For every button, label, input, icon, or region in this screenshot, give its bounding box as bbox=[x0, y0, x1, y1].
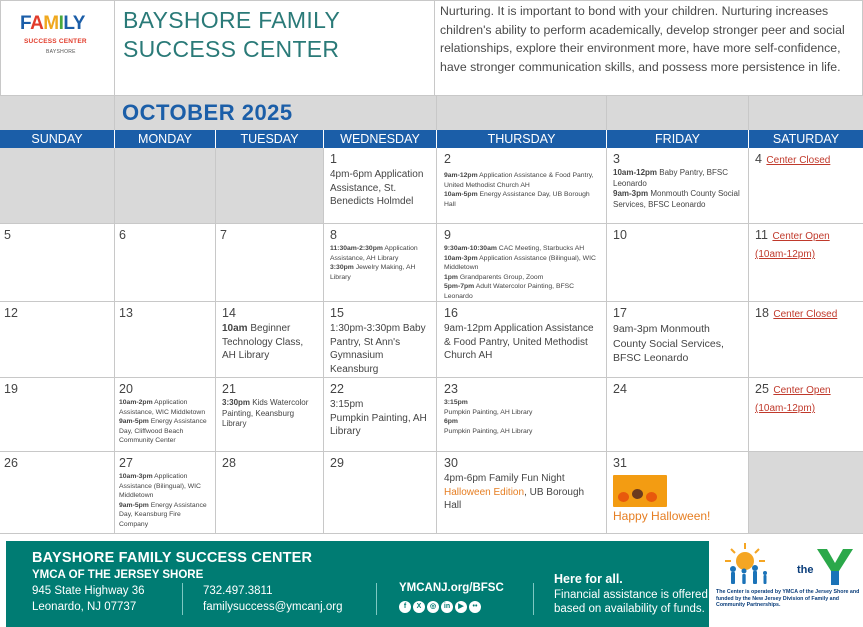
event: 9am-3pm Monmouth County Social Services, BFSC Leonardo bbox=[613, 323, 724, 364]
event: 9am-5pm Energy Assistance Day, Keansburg Fire Company bbox=[119, 501, 207, 528]
event: 10am-3pm Application Assistance (Bilingual), WIC Middletown bbox=[119, 473, 201, 500]
day-number: 7 bbox=[220, 228, 227, 242]
pumpkin-icon bbox=[632, 489, 643, 499]
calendar-day-14 bbox=[216, 302, 324, 378]
day-number: 2 bbox=[444, 152, 451, 166]
footer-org: YMCA OF THE JERSEY SHORE bbox=[32, 569, 204, 581]
calendar-day-22 bbox=[324, 378, 437, 452]
footer bbox=[6, 541, 709, 627]
footer-address-line1: 945 State Highway 36 bbox=[32, 585, 145, 597]
footer-phone[interactable]: 732.497.3811 bbox=[203, 585, 273, 597]
logo-subtitle: SUCCESS CENTER bbox=[24, 38, 87, 45]
calendar-cell-empty bbox=[216, 148, 324, 224]
month-title: OCTOBER 2025 bbox=[122, 100, 293, 125]
event: 3:30pm Jewelry Making, AH Library bbox=[330, 264, 416, 281]
center-open-link[interactable]: Center Open (10am-12pm) bbox=[755, 231, 830, 260]
divider bbox=[376, 583, 377, 615]
event-time: 6pm bbox=[444, 418, 458, 426]
calendar-day-28 bbox=[216, 452, 324, 534]
footer-center-name: BAYSHORE FAMILY SUCCESS CENTER bbox=[32, 550, 313, 566]
day-number: 4 bbox=[755, 152, 762, 166]
calendar-day-4 bbox=[749, 148, 863, 224]
event: 9am-5pm Energy Assistance Day, Cliffwood Beach Community Center bbox=[119, 418, 207, 445]
day-number: 19 bbox=[4, 382, 18, 396]
day-number: 21 bbox=[222, 382, 236, 396]
calendar-day-11 bbox=[749, 224, 863, 302]
center-closed-link[interactable]: Center Closed bbox=[766, 155, 831, 166]
day-number: 20 bbox=[119, 382, 133, 396]
event: 9am-12pm Application Assistance & Food Pantry, United Methodist Church AH bbox=[444, 323, 594, 361]
month-row-cell bbox=[0, 96, 115, 130]
sun-icon bbox=[725, 543, 765, 570]
flickr-icon[interactable]: •• bbox=[469, 601, 481, 613]
event: 9:30am-10:30am CAC Meeting, Starbucks AH bbox=[444, 245, 585, 252]
event: 9am-12pm Application Assistance & Food Pantry, United Methodist Church AH bbox=[444, 172, 594, 189]
day-number: 27 bbox=[119, 456, 133, 470]
calendar-day-5 bbox=[0, 224, 115, 302]
day-number: 9 bbox=[444, 228, 451, 242]
day-header-sunday: SUNDAY bbox=[0, 130, 115, 148]
day-header-thursday: THURSDAY bbox=[437, 130, 607, 148]
month-row-cell bbox=[607, 96, 749, 130]
youtube-icon[interactable]: ▶ bbox=[455, 601, 467, 613]
page-title: BAYSHORE FAMILY SUCCESS CENTER bbox=[123, 7, 340, 62]
day-number: 29 bbox=[330, 456, 344, 470]
ymca-y-icon bbox=[817, 549, 853, 585]
footer-tagline: Here for all. bbox=[554, 572, 623, 586]
day-number: 10 bbox=[613, 228, 627, 242]
footer-website[interactable]: YMCANJ.org/BFSC bbox=[399, 582, 504, 594]
pumpkin-icon bbox=[646, 492, 657, 502]
calendar-day-3 bbox=[607, 148, 749, 224]
pumpkins-image bbox=[613, 475, 667, 507]
halloween-greeting: Happy Halloween! bbox=[613, 509, 711, 523]
event: Pumpkin Painting, AH Library bbox=[444, 408, 533, 416]
day-number: 13 bbox=[119, 306, 133, 320]
day-header-monday: MONDAY bbox=[115, 130, 216, 148]
calendar-cell-empty bbox=[749, 452, 863, 534]
day-number: 25 bbox=[755, 382, 769, 396]
calendar-day-26 bbox=[0, 452, 115, 534]
calendar-day-6 bbox=[115, 224, 216, 302]
footer-address-line2: Leonardo, NJ 07737 bbox=[32, 601, 137, 613]
calendar-cell-empty bbox=[115, 148, 216, 224]
calendar-day-30 bbox=[437, 452, 607, 534]
event: 10am Beginner Technology Class, AH Library bbox=[222, 323, 304, 361]
day-number: 30 bbox=[444, 456, 458, 470]
calendar-day-10 bbox=[607, 224, 749, 302]
event: Pumpkin Painting, AH Library bbox=[444, 427, 533, 435]
social-icons bbox=[399, 601, 481, 613]
event-time: 3:15pm bbox=[444, 399, 468, 406]
linkedin-icon[interactable]: in bbox=[441, 601, 453, 613]
calendar-day-18 bbox=[749, 302, 863, 378]
day-number: 24 bbox=[613, 382, 627, 396]
day-header-wednesday: WEDNESDAY bbox=[324, 130, 437, 148]
day-number: 15 bbox=[330, 306, 344, 320]
ymca-logo-box bbox=[713, 541, 863, 627]
calendar-day-7 bbox=[216, 224, 324, 302]
event-time: 3:15pm bbox=[330, 399, 364, 410]
day-number: 14 bbox=[222, 306, 236, 320]
day-number: 5 bbox=[4, 228, 11, 242]
day-number: 18 bbox=[755, 306, 769, 320]
logo bbox=[0, 0, 115, 96]
calendar-day-24 bbox=[607, 378, 749, 452]
event: 1:30pm-3:30pm Baby Pantry, St Ann's Gymnasium Keansburg bbox=[330, 323, 426, 375]
day-number: 16 bbox=[444, 306, 458, 320]
ymca-funding-note: The Center is operated by YMCA of the Jersey Shore and funded by the New Jersey Division of Family and Community Partnerships. bbox=[716, 589, 860, 608]
instagram-icon[interactable]: ◎ bbox=[427, 601, 439, 613]
day-number: 22 bbox=[330, 382, 344, 396]
day-number: 12 bbox=[4, 306, 18, 320]
center-closed-link[interactable]: Center Closed bbox=[773, 309, 838, 320]
event: Pumpkin Painting, AH Library bbox=[330, 412, 427, 437]
event: 10am-3pm Application Assistance (Bilingual), WIC Middletown bbox=[444, 254, 596, 272]
calendar-day-2 bbox=[437, 148, 607, 224]
day-header-saturday: SATURDAY bbox=[749, 130, 863, 148]
calendar-day-9 bbox=[437, 224, 607, 302]
event: 1pm Grandparents Group, Zoom bbox=[444, 273, 544, 281]
calendar-cell-empty bbox=[0, 148, 115, 224]
footer-email[interactable]: familysuccess@ymcanj.org bbox=[203, 601, 343, 613]
event: 3:30pm Kids Watercolor Painting, Keansburg Library bbox=[222, 398, 309, 428]
day-number: 1 bbox=[330, 152, 337, 166]
calendar-day-31 bbox=[607, 452, 749, 534]
event: 5pm-7pm Adult Watercolor Painting, BFSC Leonardo bbox=[444, 283, 575, 300]
calendar-day-1 bbox=[324, 148, 437, 224]
divider bbox=[182, 583, 183, 615]
x-icon[interactable]: X bbox=[413, 601, 425, 613]
calendar-day-20 bbox=[115, 378, 216, 452]
event: 10am-5pm Energy Assistance Day, UB Borough Hall bbox=[444, 191, 590, 208]
day-header-friday: FRIDAY bbox=[607, 130, 749, 148]
day-number: 23 bbox=[444, 382, 458, 396]
event: 4pm-6pm Family Fun Night Halloween Edition, UB Borough Hall bbox=[444, 473, 585, 511]
footer-financial-note: Financial assistance is offered based on availability of funds. bbox=[554, 589, 708, 615]
logo-location: BAYSHORE bbox=[46, 49, 76, 55]
event: 4pm-6pm Application Assistance, St. Benedicts Holmdel bbox=[330, 169, 424, 207]
logo-wordmark: FAMILY bbox=[20, 13, 85, 34]
day-number: 26 bbox=[4, 456, 18, 470]
day-number: 17 bbox=[613, 306, 627, 320]
divider bbox=[533, 583, 534, 615]
day-number: 11 bbox=[755, 228, 768, 242]
event: 10am-2pm Application Assistance, WIC Middletown bbox=[119, 399, 206, 416]
pumpkin-icon bbox=[618, 492, 629, 502]
calendar-day-13 bbox=[115, 302, 216, 378]
event: 9am-3pm Monmouth County Social Services, BFSC Leonardo bbox=[613, 189, 740, 209]
month-row-cell bbox=[437, 96, 607, 130]
event: 10am-12pm Baby Pantry, BFSC Leonardo bbox=[613, 168, 729, 188]
calendar-day-16 bbox=[437, 302, 607, 378]
event: 11:30am-2:30pm Application Assistance, AH Library bbox=[330, 245, 418, 262]
calendar-day-29 bbox=[324, 452, 437, 534]
facebook-icon[interactable]: f bbox=[399, 601, 411, 613]
day-number: 6 bbox=[119, 228, 126, 242]
calendar-day-27 bbox=[115, 452, 216, 534]
ymca-word: the bbox=[797, 564, 814, 576]
ymca-logo bbox=[713, 541, 863, 589]
day-number: 28 bbox=[222, 456, 236, 470]
title-cell bbox=[115, 0, 435, 96]
day-number: 3 bbox=[613, 152, 620, 166]
calendar-day-12 bbox=[0, 302, 115, 378]
description: Nurturing. It is important to bond with your children. Nurturing increases children's ability to perform academically, develop stronger peer and social relationships, explore their environment more, have more self-confidence, have stronger communication skills, and possess more persistence in life. bbox=[440, 4, 845, 74]
day-number: 8 bbox=[330, 228, 337, 242]
calendar-day-21 bbox=[216, 378, 324, 452]
calendar-day-15 bbox=[324, 302, 437, 378]
day-header-tuesday: TUESDAY bbox=[216, 130, 324, 148]
center-open-link[interactable]: Center Open (10am-12pm) bbox=[755, 385, 831, 414]
calendar-day-23 bbox=[437, 378, 607, 452]
calendar-day-25 bbox=[749, 378, 863, 452]
calendar-day-8 bbox=[324, 224, 437, 302]
calendar-day-19 bbox=[0, 378, 115, 452]
calendar-day-17 bbox=[607, 302, 749, 378]
day-number: 31 bbox=[613, 456, 627, 470]
